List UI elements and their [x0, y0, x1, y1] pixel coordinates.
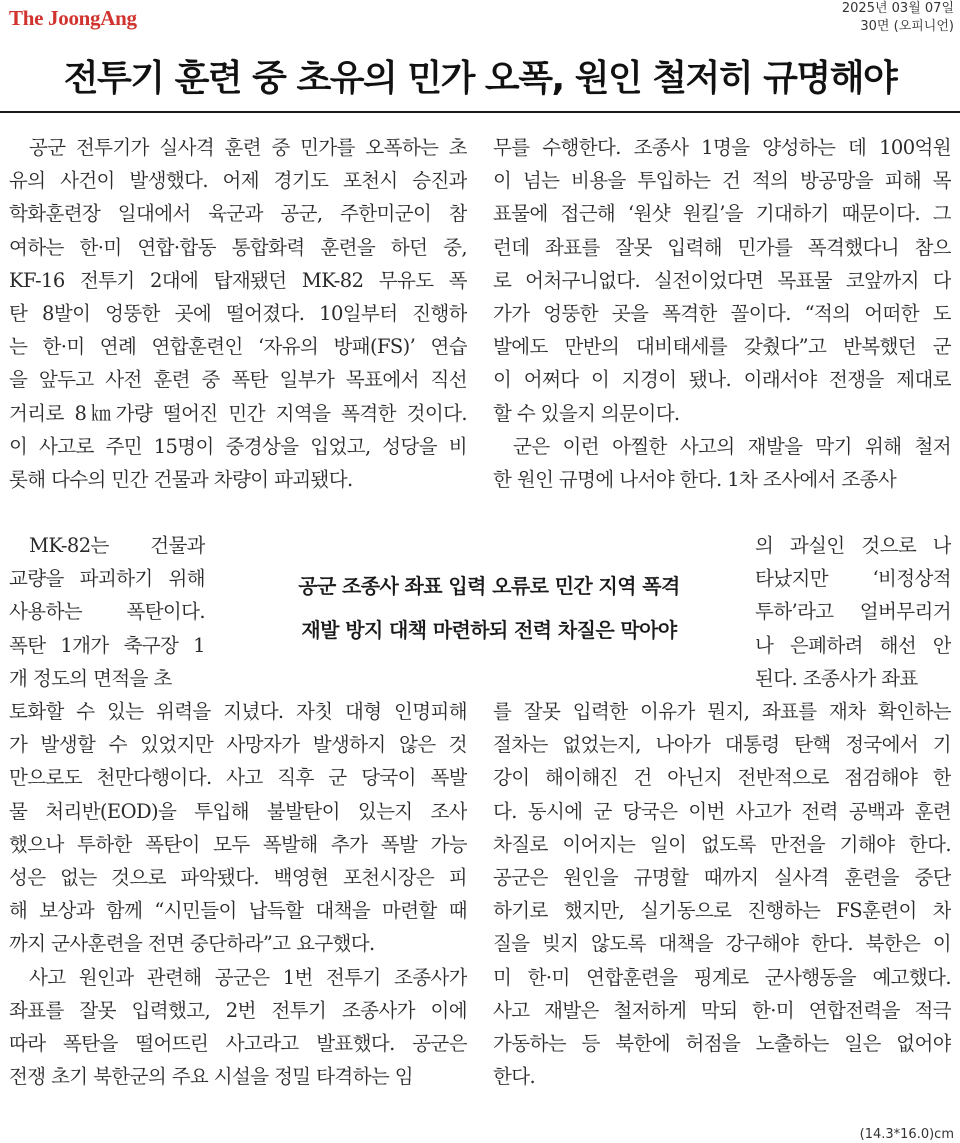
body-text-line: 나 은폐하려 해선 안	[755, 633, 951, 657]
body-text-line: 의 과실인 것으로 나	[755, 534, 951, 557]
page-section: 30면 (오피니언)	[860, 19, 954, 34]
body-text-line: 한 원인 규명에 나서야 한다. 1차 조사에서 조종사	[493, 468, 897, 491]
body-text-line: 를 잘못 입력한 이유가 뭔지, 좌표를 재차 확인하는	[493, 700, 951, 723]
body-text-line: 공군 전투기가 실사격 훈련 중 민가를 오폭하는 초	[29, 136, 467, 159]
body-text-line: 발에도 만반의 대비태세를 갖췄다”고 반복했던 군	[493, 335, 951, 359]
body-text-line: 질을 빚지 않도록 대책을 강구해야 한다. 북한은 이	[493, 932, 951, 956]
body-text-line: 무를 수행한다. 조종사 1명을 양성하는 데 100억원	[493, 136, 951, 159]
body-text-line: 전쟁 초기 북한군의 주요 시설을 정밀 타격하는 임	[9, 1065, 413, 1089]
subheadline-line: 공군 조종사 좌표 입력 오류로 민간 지역 폭격	[298, 574, 680, 598]
article-size: (14.3*16.0)cm	[859, 1127, 954, 1142]
body-text-line: 롯해 다수의 민간 건물과 차량이 파괴됐다.	[9, 468, 353, 491]
headline-divider	[0, 111, 960, 113]
body-text-line: 표물에 접근해 ‘원샷 원킬’을 기대하기 때문이다. 그	[493, 202, 951, 226]
body-text-line: 할 수 있을지 의문이다.	[493, 401, 680, 425]
body-text-line: 타났지만 ‘비정상적	[755, 567, 951, 591]
body-text-line: 좌표를 잘못 입력했고, 2번 전투기 조종사가 이에	[9, 998, 467, 1022]
body-text-line: MK-82는 건물과	[29, 534, 205, 557]
body-text-line: 미 한·미 연합훈련을 핑계로 군사행동을 예고했다.	[493, 965, 951, 989]
body-text-line: 가가 엉뚱한 곳을 폭격한 꼴이다. “적의 어떠한 도	[493, 302, 951, 325]
body-text-line: 절차는 없었는지, 나아가 대통령 탄핵 정국에서 기	[493, 733, 951, 757]
body-text-line: 개 정도의 면적을 초	[9, 666, 172, 690]
body-text-line: 만으로도 천만다행이다. 사고 직후 군 당국이 폭발	[9, 766, 467, 790]
headline: 전투기 훈련 중 초유의 민가 오폭, 원인 철저히 규명해야	[63, 58, 897, 99]
body-text-line: 공군은 원인을 규명할 때까지 실사격 훈련을 중단	[493, 866, 951, 889]
body-text-line: 탄 8발이 엉뚱한 곳에 떨어졌다. 10일부터 진행하	[9, 302, 467, 325]
body-text-line: 하기로 했지만, 실기동으로 진행하는 FS훈련이 차	[493, 899, 951, 923]
subheadline	[246, 564, 732, 652]
body-text-line: 폭탄 1개가 축구장 1	[9, 633, 205, 657]
body-text-line: 이 넘는 비용을 투입하는 건 적의 방공망을 피해 목	[493, 169, 951, 193]
subheadline-line: 재발 방지 대책 마련하되 전력 차질은 막아야	[301, 618, 677, 642]
body-text-line: 이 어쩌다 이 지경이 됐나. 이래서야 전쟁을 제대로	[493, 368, 951, 392]
body-text-line: 사고 재발은 철저하게 막되 한·미 연합전력을 적극	[493, 998, 951, 1022]
body-text-line: 학화훈련장 일대에서 육군과 공군, 주한미군이 참	[9, 202, 467, 226]
body-text-line: 했으나 투하한 폭탄이 모두 폭발해 추가 폭발 가능	[9, 832, 467, 856]
body-text-line: KF-16 전투기 2대에 탑재됐던 MK-82 무유도 폭	[9, 268, 467, 292]
body-text-line: 런데 좌표를 잘못 입력해 민가를 폭격했다니 참으	[493, 235, 951, 259]
body-text-line: 된다. 조종사가 좌표	[755, 666, 918, 690]
body-text-line: 로 어처구니없다. 실전이었다면 목표물 코앞까지 다	[493, 268, 951, 292]
body-text-line: 사용하는 폭탄이다.	[9, 600, 205, 624]
body-text-line: 가 발생할 수 있었지만 사망자가 발생하지 않은 것	[9, 733, 467, 757]
publication-date: 2025년 03월 07일	[841, 1, 954, 16]
body-text-line: 토화할 수 있는 위력을 지녔다. 자칫 대형 인명피해	[9, 700, 467, 723]
body-text-line: 성은 없는 것으로 파악됐다. 백영현 포천시장은 피	[9, 866, 467, 889]
body-text-line: 다. 동시에 군 당국은 이번 사고가 전력 공백과 훈련	[493, 799, 951, 823]
body-text-line: 차질로 이어지는 일이 없도록 만전을 기해야 한다.	[493, 832, 951, 856]
body-text-line: 유의 사건이 발생했다. 어제 경기도 포천시 승진과	[9, 169, 467, 193]
body-text-line: 는 한·미 연례 연합훈련인 ‘자유의 방패(FS)’ 연습	[9, 335, 467, 359]
body-text-line: 가동하는 등 북한에 허점을 노출하는 일은 없어야	[493, 1032, 951, 1055]
body-text-line: 물 처리반(EOD)을 투입해 불발탄이 있는지 조사	[9, 799, 467, 823]
body-text-line: 군은 이런 아찔한 사고의 재발을 막기 위해 철저	[513, 434, 951, 458]
body-text-line: 해 보상과 함께 “시민들이 납득할 대책을 마련할 때	[9, 899, 467, 923]
body-text-line: 따라 폭탄을 떨어뜨린 사고라고 발표했다. 공군은	[9, 1032, 467, 1055]
body-text-line: 거리로 8㎞가량 떨어진 민간 지역을 폭격한 것이다.	[9, 401, 467, 425]
newspaper-logo: The JoongAng	[9, 6, 137, 30]
body-text-line: 투하’라고 얼버무리거	[755, 600, 951, 624]
body-text-line: 교량을 파괴하기 위해	[9, 567, 205, 591]
body-text-line: 여하는 한·미 연합·합동 통합화력 훈련을 하던 중,	[9, 235, 467, 259]
body-text-line: 강이 해이해진 건 아닌지 전반적으로 점검해야 한	[493, 766, 951, 790]
body-text-line: 까지 군사훈련을 전면 중단하라”고 요구했다.	[9, 932, 375, 956]
body-text-line: 한다.	[493, 1065, 536, 1089]
body-text-line: 을 앞두고 사전 훈련 중 폭탄 일부가 목표에서 직선	[9, 368, 467, 392]
body-text-line: 이 사고로 주민 15명이 중경상을 입었고, 성당을 비	[9, 434, 467, 458]
publication-info	[842, 0, 954, 36]
body-text-line: 사고 원인과 관련해 공군은 1번 전투기 조종사가	[29, 965, 467, 989]
